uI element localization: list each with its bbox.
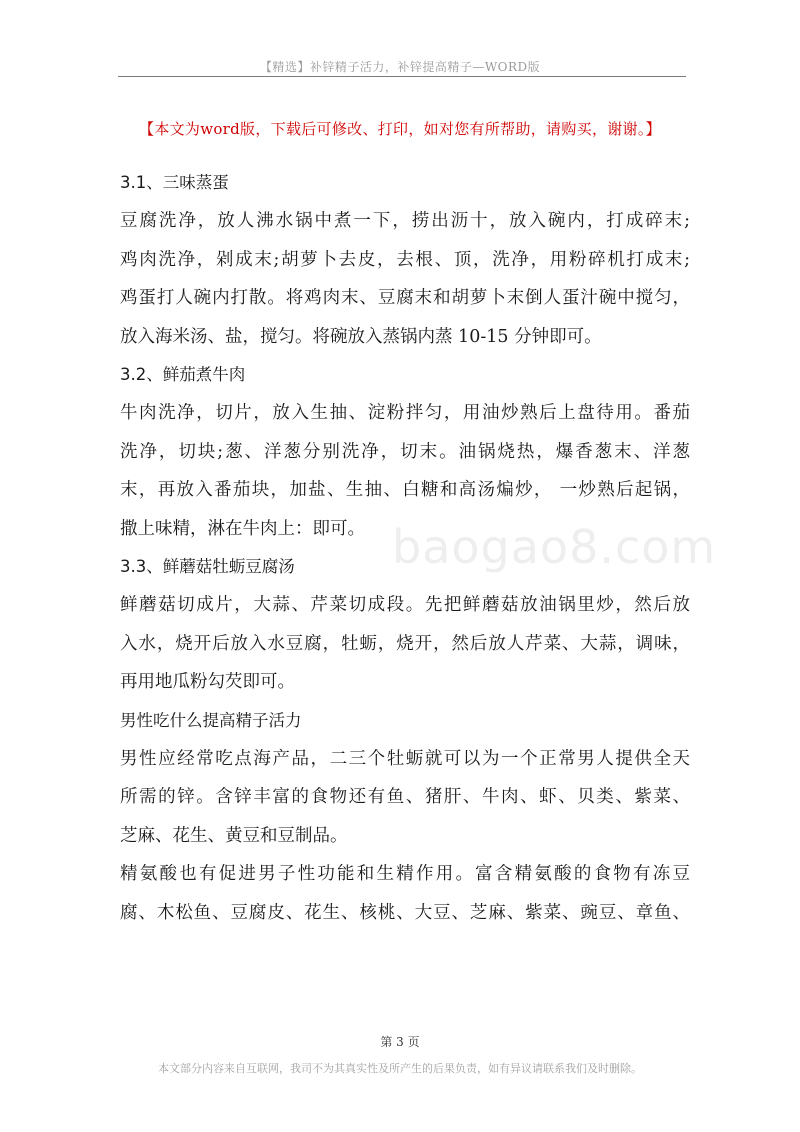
header-divider [118, 76, 686, 77]
paragraph-line: 鸡肉洗净，剁成末;胡萝卜去皮，去根、顶，洗净，用粉碎机打成末; [120, 249, 690, 270]
paragraph-line: 再用地瓜粉勾芡即可。 [120, 672, 295, 692]
section-arginine [120, 855, 690, 932]
section-heading: 3.3、鲜蘑菇牡蛎豆腐汤 [120, 557, 295, 576]
section-heading: 3.1、三味蒸蛋 [120, 173, 229, 192]
paragraph-line: 豆腐洗净，放人沸水锅中煮一下，捞出沥十，放入碗内，打成碎末; [120, 211, 690, 231]
section-heading: 3.2、鲜茄煮牛肉 [120, 365, 246, 384]
paragraph-line: 芝麻、花生、黄豆和豆制品。 [120, 825, 348, 846]
page-number: 第 3 页 [380, 1035, 420, 1049]
paragraph-line: 所需的锌。含锌丰富的食物还有鱼、猪肝、牛肉、虾、贝类、紫菜、 [120, 787, 690, 807]
section-tomato-beef [120, 356, 690, 548]
paragraph-line: 腐、木松鱼、豆腐皮、花生、核桃、大豆、芝麻、紫菜、豌豆、章鱼、 [120, 902, 690, 923]
paragraph-line: 末，再放入番茄块，加盐、生抽、白糖和高汤煸炒， 一炒熟后起锅， [120, 480, 690, 500]
section-sperm-vitality-foods [120, 702, 690, 856]
section-heading: 男性吃什么提高精子活力 [120, 710, 302, 730]
section-mushroom-oyster-tofu-soup [120, 548, 690, 702]
footer-disclaimer: 本文部分内容来自互联网，我司不为其真实性及所产生的后果负责，如有异议请联系我们及时删除。 [158, 1062, 642, 1075]
section-three-flavor-egg [120, 164, 690, 356]
paragraph-line: 牛肉洗净，切片，放入生抽、淀粉拌匀，用油炒熟后上盘待用。番茄 [120, 403, 690, 423]
paragraph-line: 洗净，切块;葱、洋葱分别洗净，切末。油锅烧热，爆香葱末、洋葱 [120, 441, 690, 462]
paragraph-line: 男性应经常吃点海产品，二三个牡蛎就可以为一个正常男人提供全天 [120, 748, 690, 769]
document-body [120, 164, 690, 932]
paragraph-line: 精氨酸也有促进男子性功能和生精作用。富含精氨酸的食物有冻豆 [120, 864, 690, 884]
paragraph-line: 放入海米汤、盐，搅匀。将碗放入蒸锅内蒸 10-15 分钟即可。 [120, 326, 602, 347]
watermark-text: baogao8.com [392, 520, 717, 574]
download-notice: 【本文为word版，下载后可修改、打印，如对您有所帮助，请购买，谢谢。】 [139, 120, 661, 138]
header-title: 【精选】补锌精子活力，补锌提高精子—WORD版 [259, 60, 541, 74]
paragraph-line: 鸡蛋打人碗内打散。将鸡肉末、豆腐末和胡萝卜末倒人蛋汁碗中搅匀， [120, 288, 690, 308]
paragraph-line: 鲜蘑菇切成片，大蒜、芹菜切成段。先把鲜蘑菇放油锅里炒，然后放 [120, 595, 690, 615]
paragraph-line: 入水，烧开后放入水豆腐，牡蛎，烧开，然后放人芹菜、大蒜，调味， [120, 633, 690, 654]
paragraph-line: 撒上味精，淋在牛肉上：即可。 [120, 518, 365, 539]
